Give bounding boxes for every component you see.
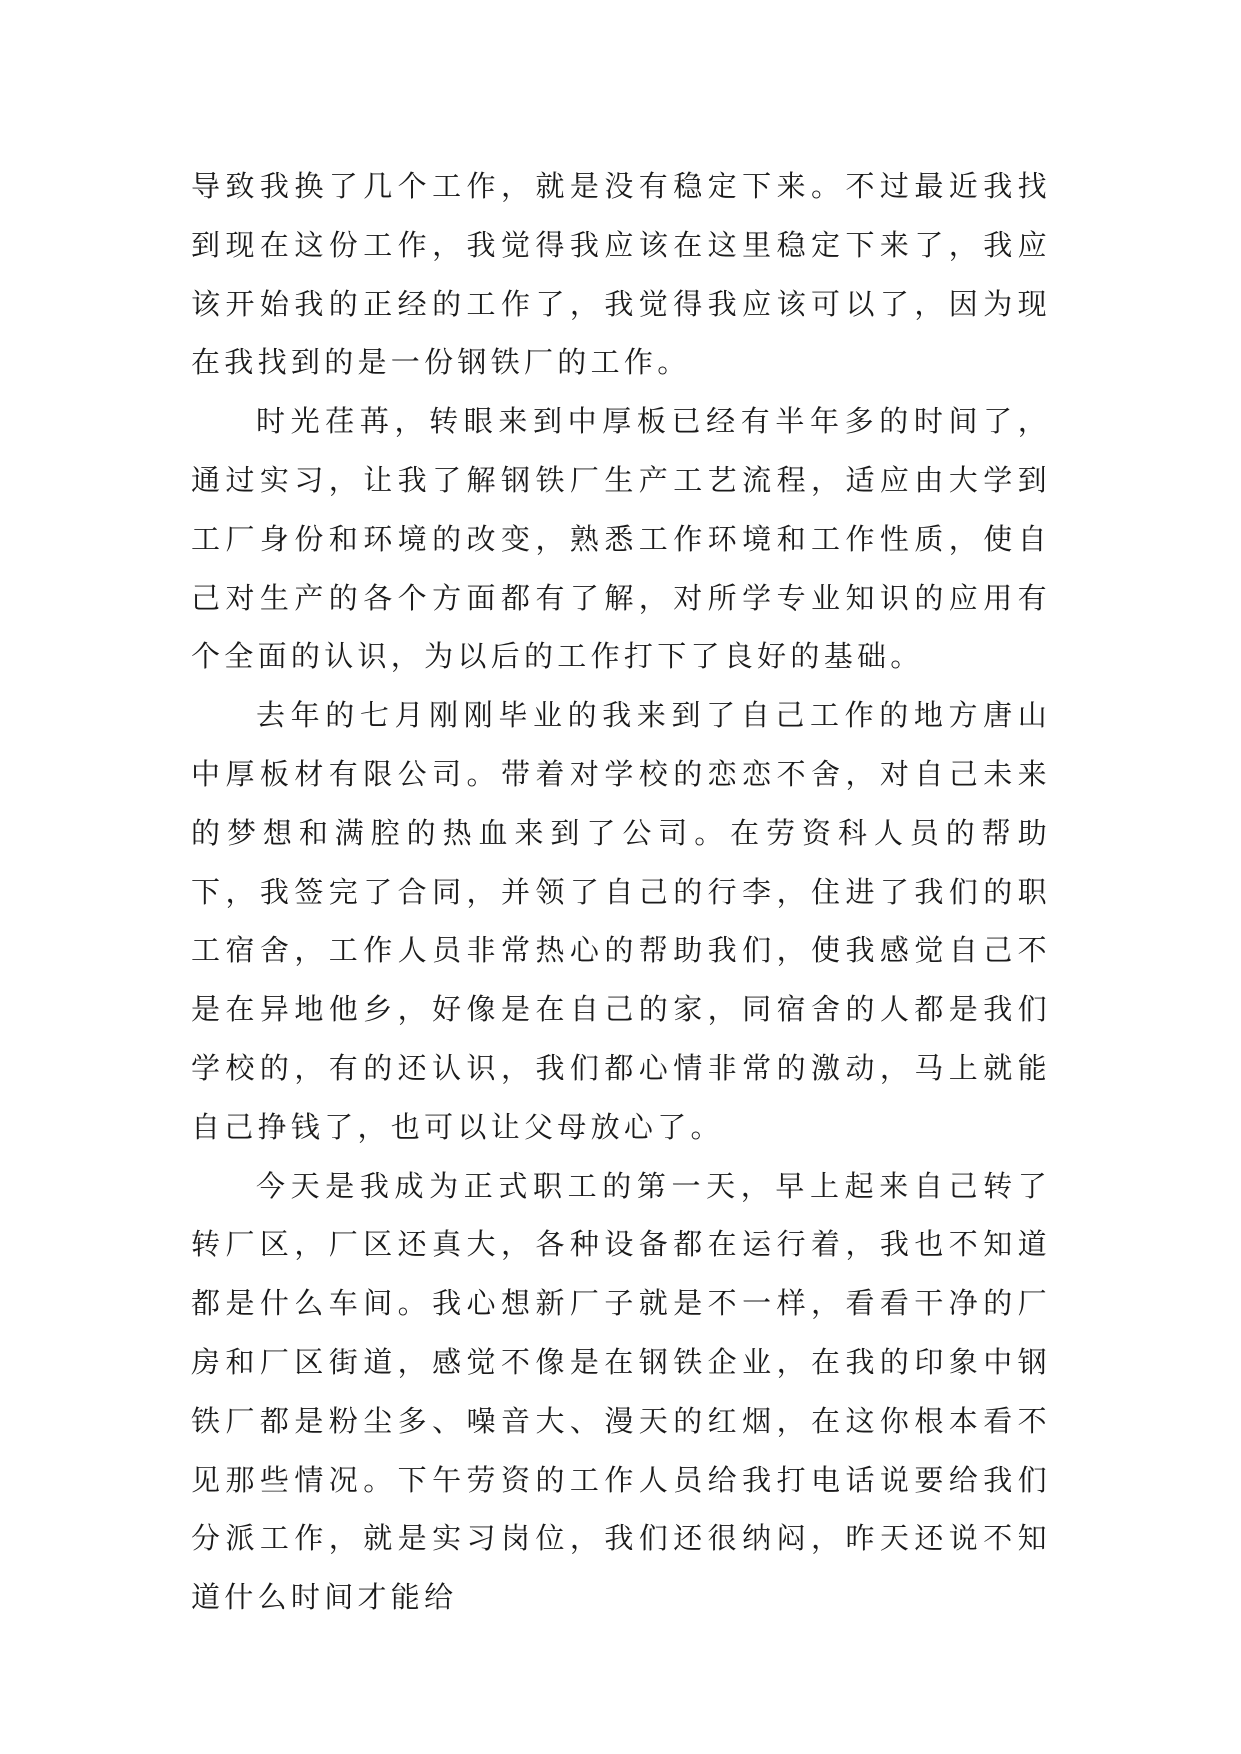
document-body xyxy=(191,157,1051,1627)
paragraph: 今天是我成为正式职工的第一天，早上起来自己转了转厂区，厂区还真大，各种设备都在运行着，我也不知道都是什么车间。我心想新厂子就是不一样，看看干净的厂房和厂区街道，感觉不像是在钢铁企业，在我的印象中钢铁厂都是粉尘多、噪音大、漫天的红烟，在这你根本看不见那些情况。下午劳资的工作人员给我打电话说要给我们分派工作，就是实习岗位，我们还很纳闷，昨天还说不知道什么时间才能给 xyxy=(191,1168,1051,1615)
paragraph: 时光荏苒，转眼来到中厚板已经有半年多的时间了，通过实习，让我了解钢铁厂生产工艺流程，适应由大学到工厂身份和环境的改变，熟悉工作环境和工作性质，使自己对生产的各个方面都有了解，对所学专业知识的应用有个全面的认识，为以后的工作打下了良好的基础。 xyxy=(191,404,1051,674)
paragraph: 导致我换了几个工作，就是没有稳定下来。不过最近我找到现在这份工作，我觉得我应该在这里稳定下来了，我应该开始我的正经的工作了，我觉得我应该可以了，因为现在我找到的是一份钢铁厂的工作。 xyxy=(191,169,1051,380)
paragraph: 去年的七月刚刚毕业的我来到了自己工作的地方唐山中厚板材有限公司。带着对学校的恋恋不舍，对自己未来的梦想和满腔的热血来到了公司。在劳资科人员的帮助下，我签完了合同，并领了自己的行李，住进了我们的职工宿舍，工作人员非常热心的帮助我们，使我感觉自己不是在异地他乡，好像是在自己的家，同宿舍的人都是我们学校的，有的还认识，我们都心情非常的激动，马上就能自己挣钱了，也可以让父母放心了。 xyxy=(191,698,1051,1144)
